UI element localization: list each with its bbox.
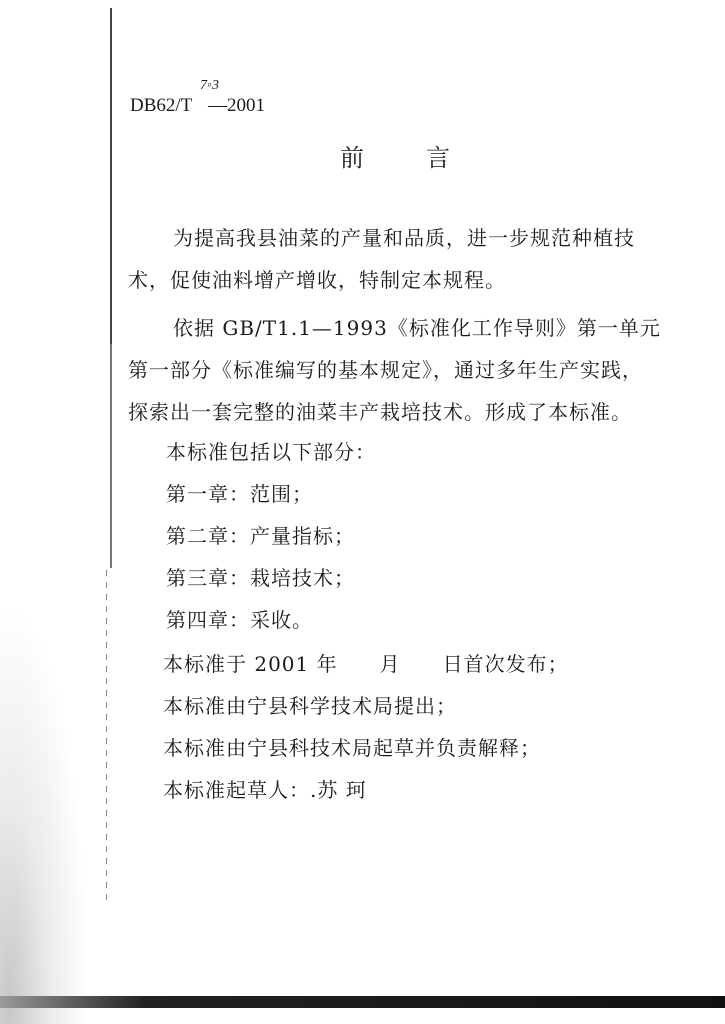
- chapter-item: 第四章：采收。: [166, 608, 313, 632]
- body-line: 探索出一套完整的油菜丰产栽培技术。形成了本标准。: [128, 400, 632, 424]
- body-line: 本标准于 2001 年 月 日首次发布；: [163, 652, 569, 676]
- body-line: 本标准由宁县科技术局起草并负责解释；: [163, 736, 541, 760]
- binding-edge-line: [110, 8, 112, 568]
- drafter-line: 本标准起草人：.苏 珂: [163, 778, 367, 802]
- scan-shadow: [0, 600, 90, 1024]
- chapter-item: 第一章：范围；: [166, 482, 313, 506]
- body-line: 第一部分《标准编写的基本规定》，通过多年生产实践，: [128, 358, 643, 382]
- page-title: 前言: [340, 144, 512, 172]
- body-line: 本标准包括以下部分：: [166, 440, 376, 464]
- standard-year: —2001: [208, 95, 265, 116]
- binding-edge-line-lower: [106, 570, 107, 900]
- body-line: 术，促使油料增产增收，特制定本规程。: [128, 268, 506, 292]
- chapter-item: 第二章：产量指标；: [166, 524, 355, 548]
- scan-edge-bar: [0, 996, 725, 1008]
- body-line: 依据 GB/T1.1—1993《标准化工作导则》第一单元: [173, 316, 661, 340]
- chapter-item: 第三章：栽培技术；: [166, 566, 355, 590]
- body-line: 本标准由宁县科学技术局提出；: [163, 694, 457, 718]
- standard-code: DB62/T: [130, 95, 193, 116]
- standard-seq-handwritten: 7◦3: [200, 78, 219, 93]
- body-line: 为提高我县油菜的产量和品质，进一步规范种植技: [173, 226, 635, 250]
